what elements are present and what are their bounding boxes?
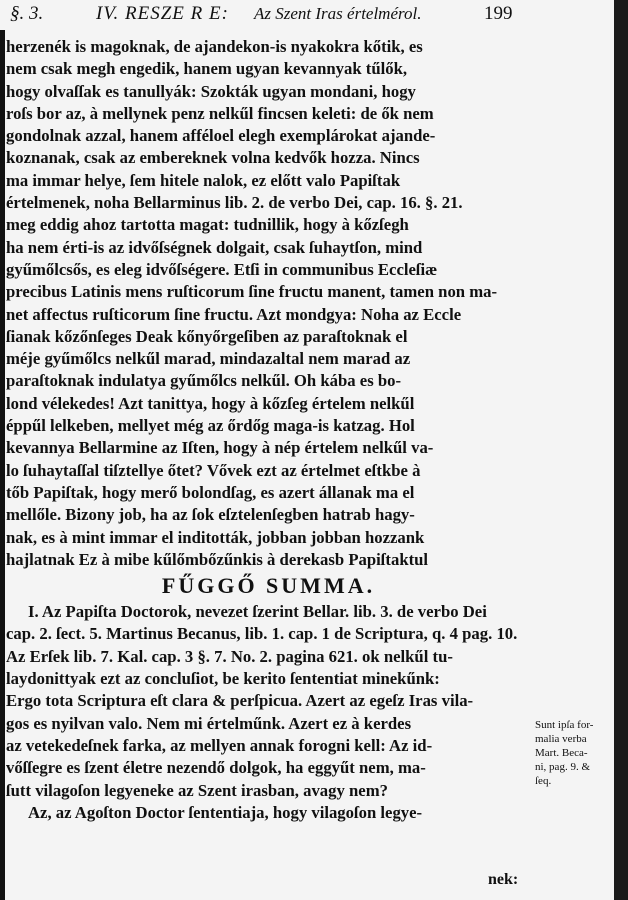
text-line: éppűl lelkeben, mellyet még az őrdőg maga-is katzag. Hol — [6, 416, 415, 436]
section-heading: FŰGGŐ SUMMA. — [161, 573, 376, 599]
text-line: precibus Latinis mens ruſticorum ſine fructu manent, tamen non ma- — [6, 282, 498, 302]
text-line: ſianak kőzőnſeges Deak kőnyőrgeſiben az paraſtoknak el — [6, 326, 408, 346]
text-line: kevannya Bellarmine az Iſten, hogy à nép értelem nelkűl va- — [6, 438, 434, 458]
summa-line: laydonittyak ezt az concluſiot, be kerito ſententiat minekűnk: — [6, 669, 440, 689]
text-line: ma immar helye, ſem hitele nalok, ez előtt valo Papiſtak — [6, 170, 401, 190]
text-line: gyűmőlcsős, es eleg idvőſségere. Etſi in communibus Eccleſiæ — [6, 259, 438, 279]
summa-line: vőſſegre es ſzent életre nezendő dolgok, ha eggyűt nem, ma- — [6, 758, 426, 778]
marginal-note-line: malia verba — [535, 733, 587, 745]
text-line: értelmenek, noha Bellarminus lib. 2. de verbo Dei, cap. 16. §. 21. — [6, 193, 463, 213]
summa-line: Az, az Agoſton Doctor ſententiaja, hogy vilagoſon legye- — [28, 802, 423, 822]
right-page-edge — [614, 0, 628, 900]
text-line: hogy olvaſſak es tanullyák: Szokták ugyan mondani, hogy — [6, 81, 416, 101]
summa-line: gos es nyilvan valo. Nem mi értelműnk. Azert ez à kerdes — [6, 713, 412, 733]
header-title: Az Szent Iras értelmérol. — [254, 4, 422, 23]
marginal-note-line: ſeq. — [535, 775, 552, 787]
running-header — [6, 3, 528, 29]
text-line: hajlatnak Ez à mibe kűlőmbőzűnkis à derekasb Papiſtaktul — [6, 549, 429, 569]
text-line: gondolnak azzal, hanem afféloel elegh exemplárokat ajande- — [6, 126, 436, 146]
text-line: ha nem érti-is az idvőſségnek dolgait, csak ſuhaytſon, mind — [6, 237, 423, 257]
marginal-note-line: Sunt ipſa for- — [535, 719, 594, 731]
summa-line: Ergo tota Scriptura eſt clara & perſpicua. Azert az egeſz Iras vila- — [6, 691, 474, 711]
text-line: méje gyűmőlcs nelkűl marad, mindazaltal nem marad az — [6, 349, 411, 369]
text-line: tőb Papiſtak, hogy merő bolondſag, es azert állanak ma el — [6, 482, 415, 502]
marginal-note-line: Mart. Beca- — [535, 747, 588, 759]
text-line: net affectus ruſticorum ſine fructu. Azt mondgya: Noha az Eccle — [6, 304, 462, 324]
text-line: lo ſuhaytaſſal tiſztellye őtet? Vővek ezt az értelmet eſtkbe à — [6, 460, 421, 480]
catchword: nek: — [488, 871, 519, 888]
main-text — [6, 36, 531, 824]
summa-line: Az Erſek lib. 7. Kal. cap. 3 §. 7. No. 2. pagina 621. ok nelkűl tu- — [6, 646, 453, 666]
summa-line: ſutt vilagoſon legyeneke az Szent irasban, avagy nem? — [6, 780, 388, 800]
header-part: IV. RESZE R E: — [96, 3, 229, 24]
text-line: meg eddig ahoz tartotta magat: tudnillik, hogy à kőzſegh — [6, 215, 409, 235]
text-line: mellőle. Bizony job, ha az ſok eſztelenſegben hatrab hagy- — [6, 505, 415, 525]
summa-line: az vetekedeſnek farka, az mellyen annak forogni kell: Az id- — [6, 735, 433, 755]
page-number: 199 — [484, 3, 513, 24]
left-page-gutter — [0, 30, 5, 900]
header-section: §. 3. — [10, 3, 44, 24]
summa-line: I. Az Papiſta Doctorok, nevezet ſzerint Bellar. lib. 3. de verbo Dei — [28, 602, 487, 622]
text-line: roſs bor az, à mellynek penz nelkűl fincsen keleti: de ők nem — [6, 103, 434, 123]
text-line: koznanak, csak az embereknek volna kedvők hozza. Nincs — [6, 148, 420, 168]
summa-line: cap. 2. ſect. 5. Martinus Becanus, lib. 1. cap. 1 de Scriptura, q. 4 pag. 10. — [6, 624, 518, 644]
marginal-note — [535, 718, 613, 788]
text-line: herzenék is magoknak, de ajandekon-is nyakokra kőtik, es — [6, 37, 423, 56]
text-line: nem csak megh engedik, hanem ugyan kevannyak tűlők, — [6, 59, 408, 79]
text-line: lond vélekedes! Azt tanittya, hogy à kőzſeg értelem nelkűl — [6, 393, 415, 413]
text-line: paraſtoknak indulatya gyűmőlcs nelkűl. Oh kába es bo- — [6, 371, 402, 391]
marginal-note-line: ni, pag. 9. & — [535, 761, 590, 773]
text-line: nak, es à mint immar el inditották, jobban jobban hozzank — [6, 527, 425, 547]
